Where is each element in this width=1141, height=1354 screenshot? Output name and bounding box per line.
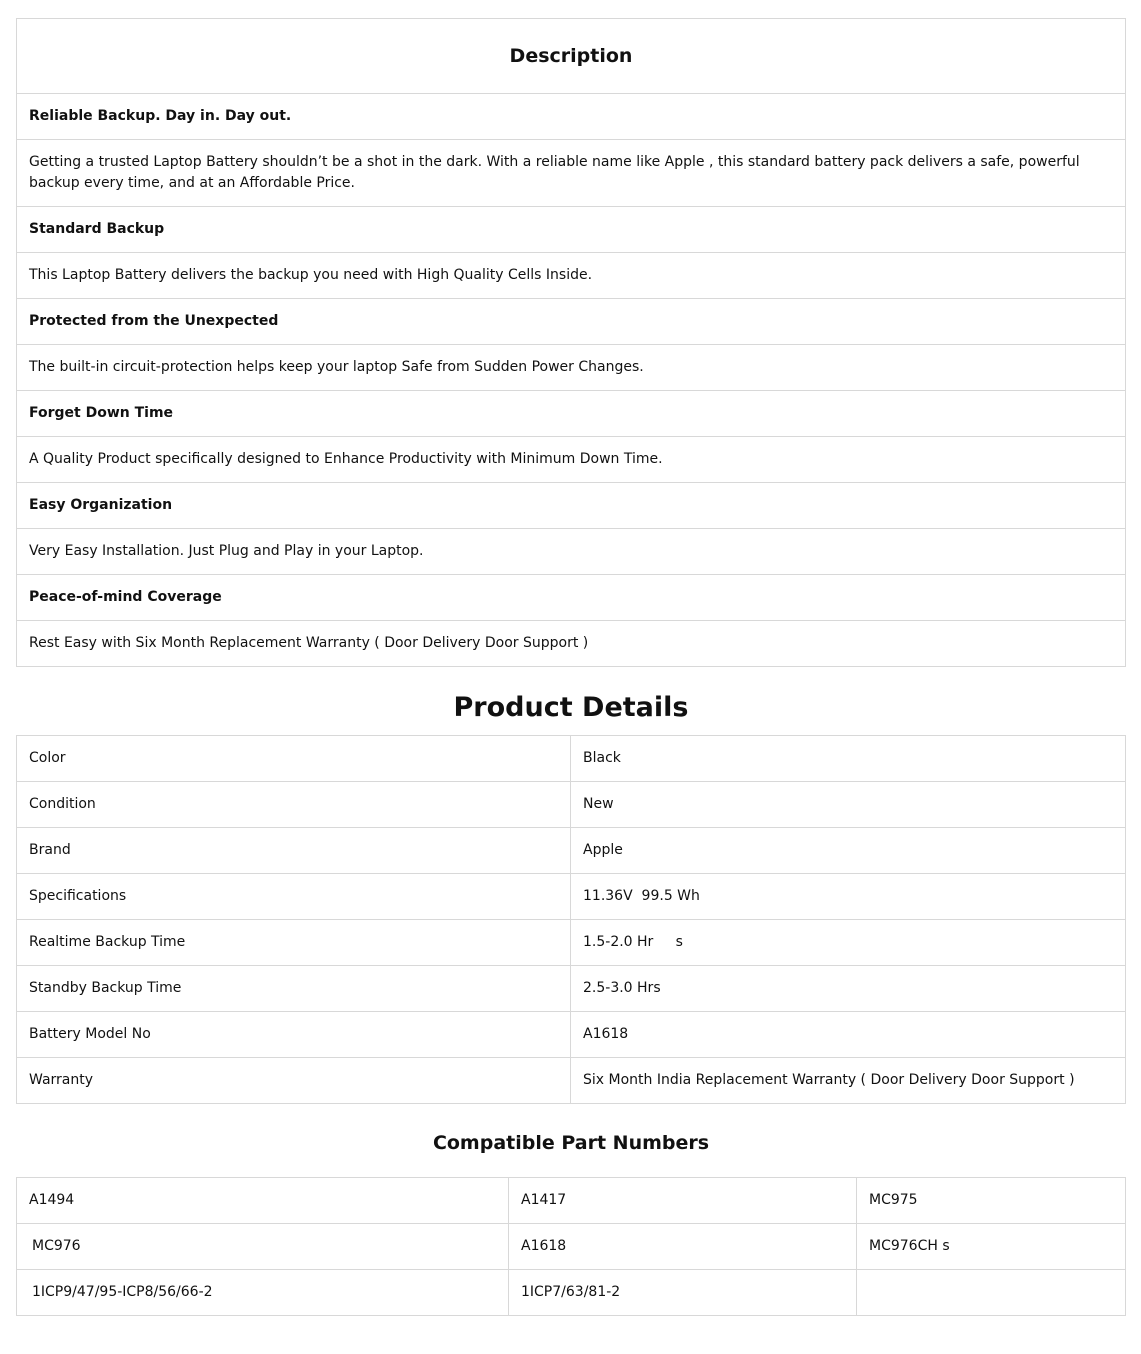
description-text-row — [17, 253, 1126, 299]
product-details-table — [16, 735, 1126, 1104]
section-heading: Forget Down Time — [17, 391, 1126, 437]
description-heading-row — [17, 575, 1126, 621]
part-number-cell — [857, 1270, 1126, 1316]
detail-label: Standby Backup Time — [17, 966, 571, 1012]
section-heading: Easy Organization — [17, 483, 1126, 529]
description-text-row — [17, 529, 1126, 575]
section-text: Getting a trusted Laptop Battery shouldn’t be a shot in the dark. With a reliable name like Apple , this standard battery pack delivers a safe, powerful backup every time, and at an Affordable Price. — [17, 140, 1126, 207]
section-text: Rest Easy with Six Month Replacement Warranty ( Door Delivery Door Support ) — [17, 621, 1126, 667]
detail-value: 1.5-2.0 Hr s — [571, 920, 1126, 966]
detail-label: Color — [17, 736, 571, 782]
description-header-row — [17, 19, 1126, 94]
section-heading: Protected from the Unexpected — [17, 299, 1126, 345]
compatible-parts-table — [16, 1177, 1126, 1316]
detail-label: Brand — [17, 828, 571, 874]
section-text: This Laptop Battery delivers the backup you need with High Quality Cells Inside. — [17, 253, 1126, 299]
description-heading-row — [17, 207, 1126, 253]
section-text: A Quality Product specifically designed to Enhance Productivity with Minimum Down Time. — [17, 437, 1126, 483]
description-heading-row — [17, 94, 1126, 140]
section-heading: Peace-of-mind Coverage — [17, 575, 1126, 621]
table-row — [17, 1178, 1126, 1224]
description-heading-row — [17, 299, 1126, 345]
description-text-row — [17, 621, 1126, 667]
detail-value: Apple — [571, 828, 1126, 874]
detail-label: Condition — [17, 782, 571, 828]
description-table — [16, 18, 1126, 667]
description-text-row — [17, 345, 1126, 391]
description-heading-row — [17, 391, 1126, 437]
table-row — [17, 828, 1126, 874]
section-text: The built-in circuit-protection helps keep your laptop Safe from Sudden Power Changes. — [17, 345, 1126, 391]
part-number-cell: A1618 — [509, 1224, 857, 1270]
table-row — [17, 1012, 1126, 1058]
detail-value: New — [571, 782, 1126, 828]
table-row — [17, 920, 1126, 966]
detail-value: 2.5-3.0 Hrs — [571, 966, 1126, 1012]
table-row — [17, 782, 1126, 828]
detail-value: A1618 — [571, 1012, 1126, 1058]
part-number-cell: MC976 — [17, 1224, 509, 1270]
detail-value: 11.36V 99.5 Wh — [571, 874, 1126, 920]
part-number-cell: MC975 — [857, 1178, 1126, 1224]
part-number-cell: A1417 — [509, 1178, 857, 1224]
detail-value: Six Month India Replacement Warranty ( Door Delivery Door Support ) — [571, 1058, 1126, 1104]
detail-label: Specifications — [17, 874, 571, 920]
table-row — [17, 1224, 1126, 1270]
product-details-title: Product Details — [453, 692, 689, 723]
part-number-cell: 1ICP9/47/95-ICP8/56/66-2 — [17, 1270, 509, 1316]
table-row — [17, 736, 1126, 782]
detail-label: Realtime Backup Time — [17, 920, 571, 966]
detail-label: Battery Model No — [17, 1012, 571, 1058]
description-text-row — [17, 437, 1126, 483]
section-text: Very Easy Installation. Just Plug and Play in your Laptop. — [17, 529, 1126, 575]
page-content — [16, 0, 1126, 1316]
description-title: Description — [17, 19, 1126, 94]
part-number-cell: MC976CH s — [857, 1224, 1126, 1270]
table-row — [17, 1270, 1126, 1316]
description-heading-row — [17, 483, 1126, 529]
part-number-cell: A1494 — [17, 1178, 509, 1224]
table-row — [17, 1058, 1126, 1104]
part-number-cell: 1ICP7/63/81-2 — [509, 1270, 857, 1316]
section-heading: Reliable Backup. Day in. Day out. — [17, 94, 1126, 140]
table-row — [17, 966, 1126, 1012]
section-heading: Standard Backup — [17, 207, 1126, 253]
detail-value: Black — [571, 736, 1126, 782]
table-row — [17, 874, 1126, 920]
description-text-row — [17, 140, 1126, 207]
detail-label: Warranty — [17, 1058, 571, 1104]
compatible-parts-title: Compatible Part Numbers — [432, 1132, 710, 1154]
